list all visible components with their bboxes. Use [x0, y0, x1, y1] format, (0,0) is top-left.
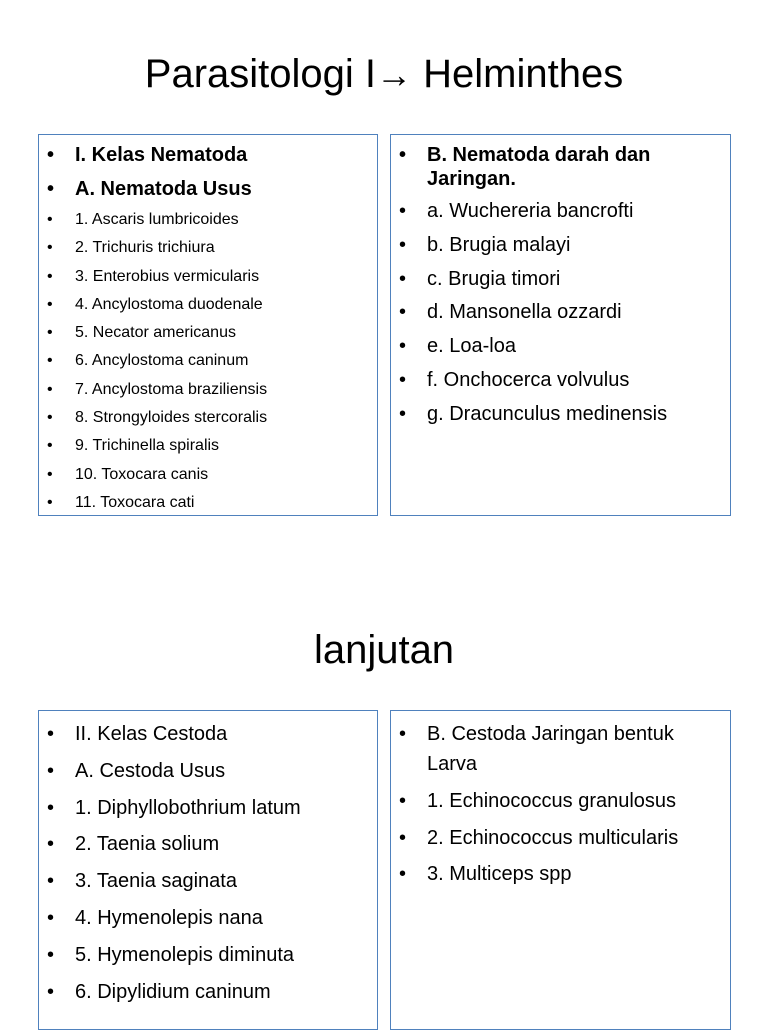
list-item: • 2. Taenia solium: [39, 829, 377, 859]
cestoda-jaringan-box: [390, 710, 731, 1030]
list-item: • 1. Diphyllobothrium latum: [39, 793, 377, 823]
list-item: • 7. Ancylostoma braziliensis: [39, 380, 377, 400]
slide2-title: lanjutan: [313, 628, 455, 672]
nematoda-usus-box: [38, 134, 378, 516]
list-item: • 6. Ancylostoma caninum: [39, 351, 377, 371]
arrow-right-icon: →: [376, 54, 413, 95]
nematoda-darah-box: [390, 134, 731, 516]
slide1-title: [0, 50, 768, 99]
cestoda-usus-box: [38, 710, 378, 1030]
list-heading: • B. Nematoda darah dan Jaringan.: [391, 143, 730, 191]
list-item: • g. Dracunculus medinensis: [391, 402, 730, 426]
list-item: • A. Cestoda Usus: [39, 756, 377, 786]
list-item: • 6. Dipylidium caninum: [39, 977, 377, 1007]
list-item: • II. Kelas Cestoda: [39, 719, 377, 749]
list-item: • a. Wuchereria bancrofti: [391, 199, 730, 223]
nematoda-usus-list: [39, 143, 377, 513]
list-item: • 3. Taenia saginata: [39, 866, 377, 896]
list-item: • 10. Toxocara canis: [39, 465, 377, 485]
list-item: • f. Onchocerca volvulus: [391, 368, 730, 392]
list-item: • 3. Enterobius vermicularis: [39, 267, 377, 287]
nematoda-darah-list: [391, 143, 730, 426]
list-item: • e. Loa-loa: [391, 334, 730, 358]
list-item: • 5. Hymenolepis diminuta: [39, 940, 377, 970]
list-item: • 4. Hymenolepis nana: [39, 903, 377, 933]
list-item: • B. Cestoda Jaringan bentuk Larva: [391, 719, 730, 779]
list-item: • d. Mansonella ozzardi: [391, 300, 730, 324]
slide1-title-suffix: Helminthes: [412, 52, 624, 96]
list-item: • 5. Necator americanus: [39, 323, 377, 343]
list-item: • b. Brugia malayi: [391, 233, 730, 257]
list-item: • 1. Ascaris lumbricoides: [39, 210, 377, 230]
list-item: • 4. Ancylostoma duodenale: [39, 295, 377, 315]
list-item: • 3. Multiceps spp: [391, 859, 730, 889]
list-subheading: • A. Nematoda Usus: [39, 177, 377, 201]
list-item: • 11. Toxocara cati: [39, 493, 377, 513]
cestoda-jaringan-list: [391, 719, 730, 889]
list-item: • 2. Echinococcus multicularis: [391, 823, 730, 853]
list-item: • 2. Trichuris trichiura: [39, 238, 377, 258]
list-heading: • I. Kelas Nematoda: [39, 143, 377, 167]
list-item: • 1. Echinococcus granulosus: [391, 786, 730, 816]
cestoda-usus-list: [39, 719, 377, 1007]
slide1-title-prefix: Parasitologi I: [144, 52, 377, 96]
list-item: • 9. Trichinella spiralis: [39, 436, 377, 456]
list-item: • 8. Strongyloides stercoralis: [39, 408, 377, 428]
list-item: • c. Brugia timori: [391, 267, 730, 291]
